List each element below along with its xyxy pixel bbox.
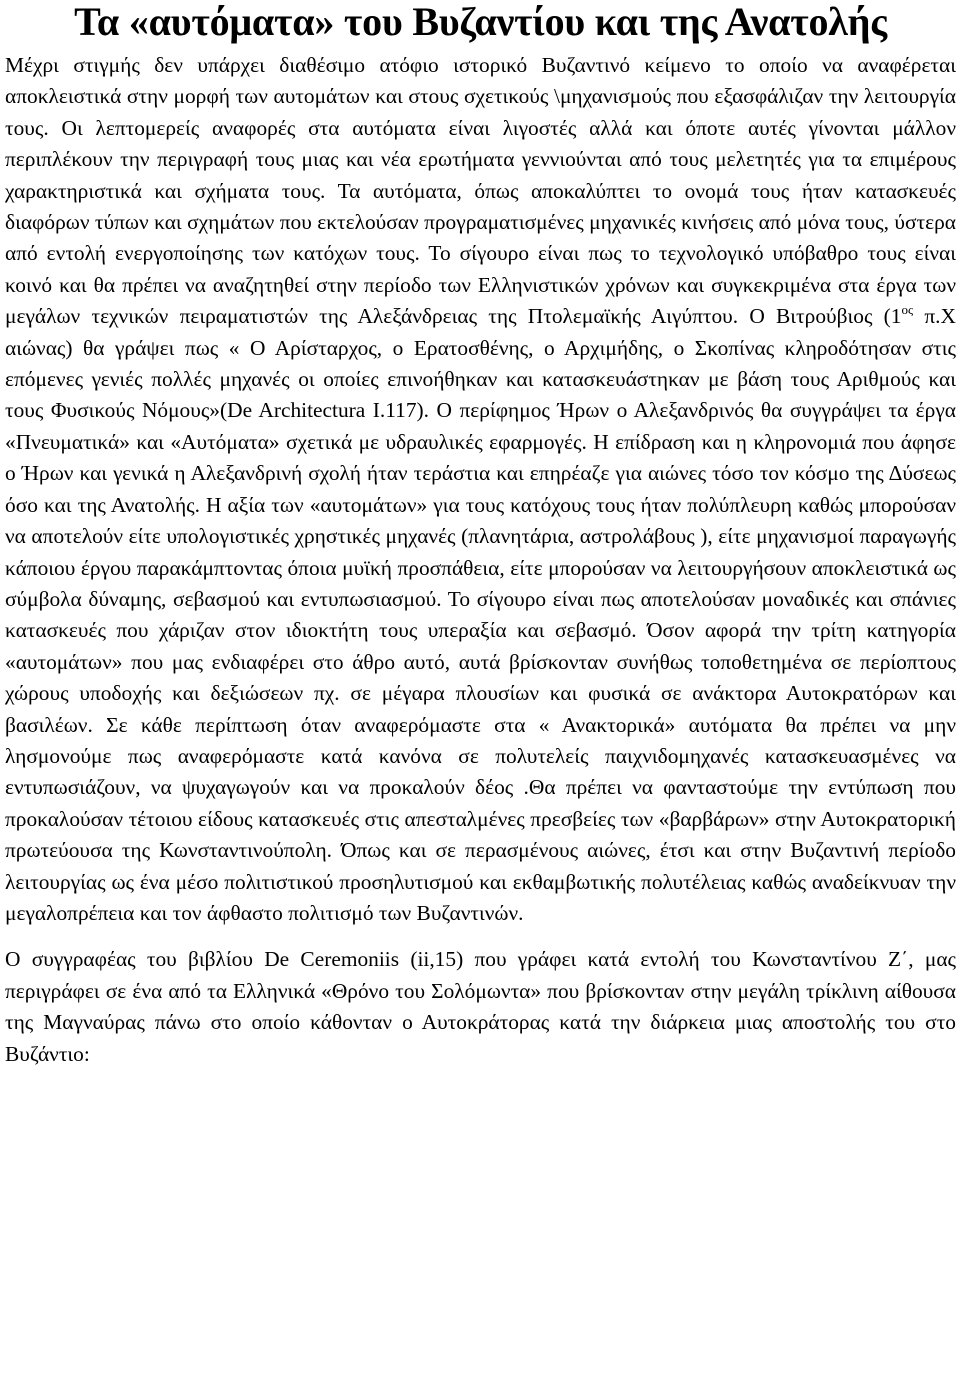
paragraph-1-text-part-2: π.Χ αιώνας) θα γράψει πως « Ο Αρίσταρχος, ο Ερατοσθένης, ο Αρχιμήδης, ο Σκοπίνας κληροδότησαν στις επόμενες γενιές πολλές μηχανές οι οποίες επινοήθηκαν και κατασκευάστηκαν με βάση τους Αριθμούς και τους Φυσικούς Νόμους»(De Architectura I.117). Ο περίφημος Ήρων ο Αλεξανδρινός θα συγγράψει τα έργα «Πνευματικά» και «Αυτόματα» σχετικά με υδραυλικές εφαρμογές. Η επίδραση και η κληρονομιά που άφησε ο Ήρων και γενικά η Αλεξανδρινή σχολή ήταν τεράστια και επηρέαζε για αιώνες τόσο τον κόσμο της Δύσεως όσο και της Ανατολής. Η αξία των «αυτομάτων» για τους κατόχους τους ήταν πολύπλευρη καθώς μπορούσαν να αποτελούν είτε υπολογιστικές χρηστικές μηχανές (πλανητάρια, αστρολάβους ), είτε μηχανισμοί παραγωγής κάποιου έργου παρακάμπτοντας όποια μυϊκή προσπάθεια, είτε μπορούσαν να λειτουργήσουν αποκλειστικά ως σύμβολα δύναμης, σεβασμού και εντυπωσιασμού. Το σίγουρο είναι πως αποτελούσαν μοναδικές και σπάνιες κατασκευές που χάριζαν στον ιδιοκτήτη τους υπεραξία και σεβασμό. Όσον αφορά την τρίτη κατηγορία «αυτομάτων» που μας ενδιαφέρει στο άθρο αυτό, αυτά βρίσκονταν συνήθως τοποθετημένα σε περίοπτους χώρους υποδοχής και δεξιώσεων πχ. σε μέγαρα πλουσίων και φυσικά σε ανάκτορα Αυτοκρατόρων και βασιλέων. Σε κάθε περίπτωση όταν αναφερόμαστε στα « Ανακτορικά» αυτόματα θα πρέπει να μην λησμονούμε πως αναφερόμαστε κατά κανόνα σε πολυτελείς παιχνιδομηχανές κατασκευασμένες να εντυπωσιάζουν, να ψυχαγωγούν και να προκαλούν δέος .Θα πρέπει να φανταστούμε την εντύπωση που προκαλούσαν τέτοιου είδους κατασκευές στις απεσταλμένες πρεσβείες των «βαρβάρων» στην Αυτοκρατορική πρωτεύουσα της Κωνσταντινούπολη. Όπως και σε περασμένους αιώνες, έτσι και στην Βυζαντινή περίοδο λειτουργίας ως ένα μέσο πολιτιστικού προσηλυτισμού και εκθαμβωτικής πολυτέλειας καθώς αναδείκνυαν την μεγαλοπρέπεια και τον άφθαστο πολιτισμό των Βυζαντινών.	[5, 304, 956, 925]
paragraph-1-text-part-1: Μέχρι στιγμής δεν υπάρχει διαθέσιμο ατόφιο ιστορικό Βυζαντινό κείμενο το οποίο να αναφέρεται αποκλειστικά στην μορφή των αυτομάτων και στους σχετικούς \μηχανισμούς που εξασφάλιζαν την λειτουργία τους. Οι λεπτομερείς αναφορές στα αυτόματα είναι λιγοστές αλλά και όποτε αυτές γίνονται μάλλον περιπλέκουν την περιγραφή τους μιας και νέα ερωτήματα γεννιούνται από τους μελετητές για τα επιμέρους χαρακτηριστικά και σχήματα τους. Τα αυτόματα, όπως αποκαλύπτει το ονομά τους ήταν κατασκευές διαφόρων τύπων και σχημάτων που εκτελούσαν προγραματισμένες μηχανικές κινήσεις από μόνα τους, ύστερα από εντολή ενεργοποίησης των κατόχων τους. Το σίγουρο είναι πως το τεχνολογικό υπόβαθρο τους είναι κοινό και θα πρέπει να αναζητηθεί στην περίοδο των Ελληνιστικών χρόνων και συγκεκριμένα στα έργα των μεγάλων τεχνικών πειραματιστών της Αλεξάνδρειας της Πτολεμαϊκής Αιγύπτου. Ο Βιτρούβιος (1	[5, 53, 956, 329]
body-paragraph-2: Ο συγγραφέας του βιβλίου De Ceremoniis (ii,15) που γράφει κατά εντολή του Κωνσταντίνου Ζ΄, μας περιγράφει σε ένα από τα Ελληνικά «Θρόνο του Σολόμωντα» που βρίσκονταν στην μεγάλη τρίκλινη αίθουσα της Μαγναύρας πάνω στο οποίο κάθονταν ο Αυτοκράτορας κατά την διάρκεια μιας αποστολής του στο Βυζάντιο:	[5, 947, 956, 1066]
century-superscript: ος	[901, 302, 914, 318]
body-paragraph-1	[5, 50, 956, 929]
document-title: Τα «αυτόματα» του Βυζαντίου και της Ανατολής	[74, 0, 887, 44]
